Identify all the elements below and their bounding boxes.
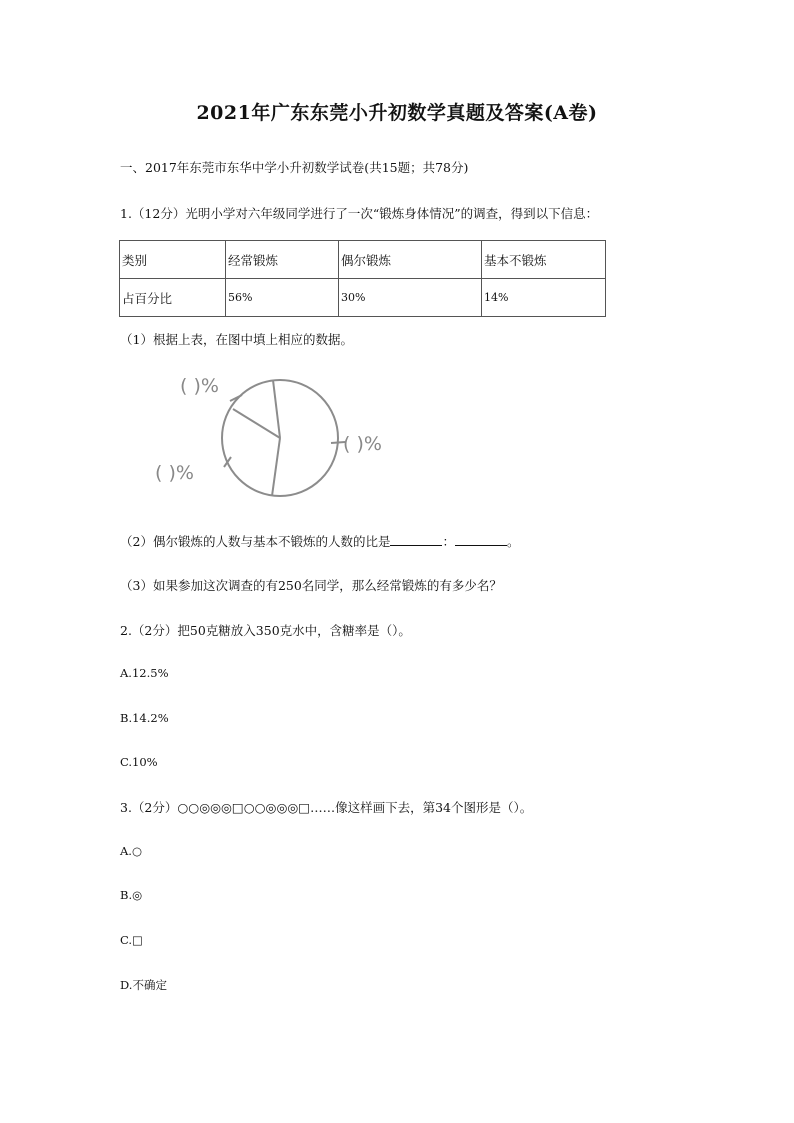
table-cell: 56%: [226, 279, 339, 317]
answer-blank: [455, 535, 507, 546]
table-row-label: 占百分比: [120, 279, 226, 317]
pie-divider-line: [272, 438, 280, 496]
pie-label-blank: ( )%: [155, 462, 194, 484]
table-row: [120, 279, 606, 317]
question-1-part-3: （3）如果参加这次调查的有250名同学，那么经常锻炼的有多少名？: [120, 578, 502, 593]
table-header-cell: 经常锻炼: [226, 241, 339, 279]
part-2-end: 。: [506, 534, 520, 549]
ratio-separator: ：: [442, 534, 455, 549]
answer-blank: [390, 535, 442, 546]
pie-divider-line: [273, 380, 280, 438]
part-2-text: （2）偶尔锻炼的人数与基本不锻炼的人数的比是: [120, 534, 391, 549]
pie-label-blank: ( )%: [180, 375, 219, 397]
option-a: A.12.5%: [120, 666, 169, 680]
table-header-cell: 偶尔锻炼: [339, 241, 482, 279]
option-c: C.10%: [120, 755, 158, 769]
option-b: B.14.2%: [120, 711, 169, 725]
option-a: A.○: [120, 844, 142, 858]
table-header-cell: 基本不锻炼: [482, 241, 606, 279]
option-b: B.◎: [120, 888, 143, 902]
pie-label-blank: ( )%: [343, 433, 382, 455]
question-2-stem: 2.（2分）把50克糖放入350克水中，含糖率是（）。: [120, 623, 411, 638]
pie-divider-line: [233, 409, 280, 438]
option-d: D.不确定: [120, 978, 167, 992]
question-1-part-1: （1）根据上表，在图中填上相应的数据。: [120, 332, 353, 347]
section-heading: 一、2017年东莞市东华中学小升初数学试卷(共15题；共78分): [120, 160, 469, 175]
page-title: 2021年广东东莞小升初数学真题及答案(A卷): [196, 102, 598, 124]
survey-table: [119, 240, 606, 317]
table-cell: 30%: [339, 279, 482, 317]
question-1-stem: 1.（12分）光明小学对六年级同学进行了一次“锻炼身体情况”的调查，得到以下信息：: [120, 206, 599, 221]
question-3-stem: 3.（2分）○○◎◎◎□○○◎◎◎□……像这样画下去，第34个图形是（）。: [120, 800, 533, 815]
table-header-row: [120, 241, 606, 279]
question-1-part-2: [120, 532, 520, 550]
pie-chart: [150, 368, 420, 508]
table-cell: 14%: [482, 279, 606, 317]
table-header-cell: 类别: [120, 241, 226, 279]
option-c: C.□: [120, 933, 143, 947]
